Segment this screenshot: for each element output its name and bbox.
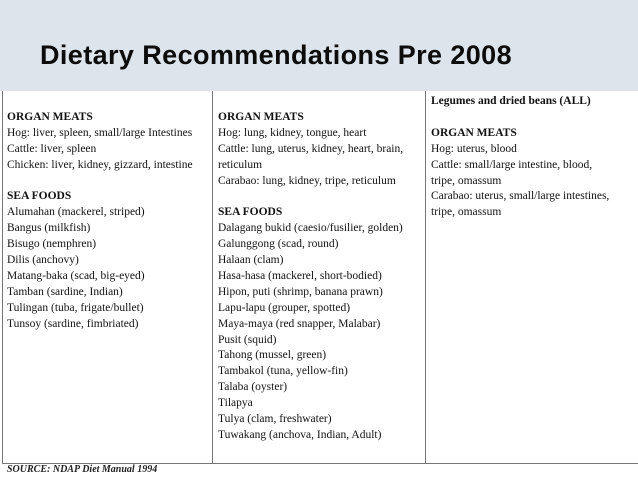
- list-item: Cattle: liver, spleen: [7, 142, 97, 155]
- column-2: [218, 94, 403, 444]
- list-item: Tunsoy (sardine, fimbriated): [7, 317, 139, 330]
- column-divider-1: [212, 91, 213, 464]
- column-1: [7, 94, 193, 333]
- list-item: Carabao: lung, kidney, tripe, reticulum: [218, 174, 396, 187]
- list-item: tripe, omassum: [431, 174, 502, 187]
- list-item: Tamban (sardine, Indian): [7, 285, 123, 298]
- list-item: Matang-baka (scad, big-eyed): [7, 269, 145, 282]
- list-item: Halaan (clam): [218, 254, 284, 267]
- list-item: Bisugo (nemphren): [7, 238, 97, 251]
- list-item: Tambakol (tuna, yellow-fin): [218, 365, 348, 378]
- list-item: Bangus (milkfish): [7, 222, 91, 235]
- diet-table: [0, 91, 638, 479]
- list-item: Chicken: liver, kidney, gizzard, intestine: [7, 158, 193, 171]
- list-item: Cattle: lung, uterus, kidney, heart, brain,: [218, 142, 404, 155]
- list-item: reticulum: [218, 158, 263, 171]
- page-title: Dietary Recommendations Pre 2008: [40, 40, 512, 70]
- list-item: Tuwakang (anchova, Indian, Adult): [218, 429, 382, 441]
- list-item: Talaba (oyster): [218, 381, 288, 394]
- source-note: SOURCE: NDAP Diet Manual 1994: [7, 464, 158, 475]
- list-item: Tahong (mussel, green): [218, 349, 327, 362]
- list-item: Cattle: small/large intestine, blood,: [431, 158, 593, 171]
- list-item: Maya-maya (red snapper, Malabar): [218, 317, 381, 330]
- list-item: Carabao: uterus, small/large intestines,: [431, 190, 610, 203]
- column-3: [431, 94, 609, 221]
- column-3-legumes-heading: Legumes and dried beans (ALL): [431, 95, 591, 107]
- list-item: Pusit (squid): [218, 333, 277, 346]
- list-item: Tulya (clam, freshwater): [218, 413, 332, 426]
- list-item: tripe, omassum: [431, 206, 502, 219]
- title-band: [0, 0, 638, 91]
- list-item: Hasa-hasa (mackerel, short-bodied): [218, 269, 382, 282]
- list-item: Hog: liver, spleen, small/large Intestines: [7, 126, 193, 139]
- column-divider-2: [425, 91, 426, 464]
- list-item: Lapu-lapu (grouper, spotted): [218, 301, 351, 314]
- table-border-left: [2, 91, 3, 464]
- column-2-organ-meats-heading: ORGAN MEATS: [218, 110, 304, 123]
- list-item: Hipon, puti (shrimp, banana prawn): [218, 285, 383, 298]
- column-2-sea-foods-heading: SEA FOODS: [218, 206, 283, 219]
- column-1-organ-meats-heading: ORGAN MEATS: [7, 110, 93, 123]
- list-item: Alumahan (mackerel, striped): [7, 206, 145, 219]
- list-item: Hog: lung, kidney, tongue, heart: [218, 126, 367, 139]
- list-item: Dilis (anchovy): [7, 254, 79, 267]
- list-item: Tilapya: [218, 397, 253, 410]
- list-item: Hog: uterus, blood: [431, 142, 517, 155]
- list-item: Tulingan (tuba, frigate/bullet): [7, 301, 144, 314]
- column-1-sea-foods-heading: SEA FOODS: [7, 190, 72, 203]
- list-item: Dalagang bukid (caesio/fusilier, golden): [218, 222, 403, 235]
- column-3-organ-meats-heading: ORGAN MEATS: [431, 126, 517, 139]
- list-item: Galunggong (scad, round): [218, 238, 339, 251]
